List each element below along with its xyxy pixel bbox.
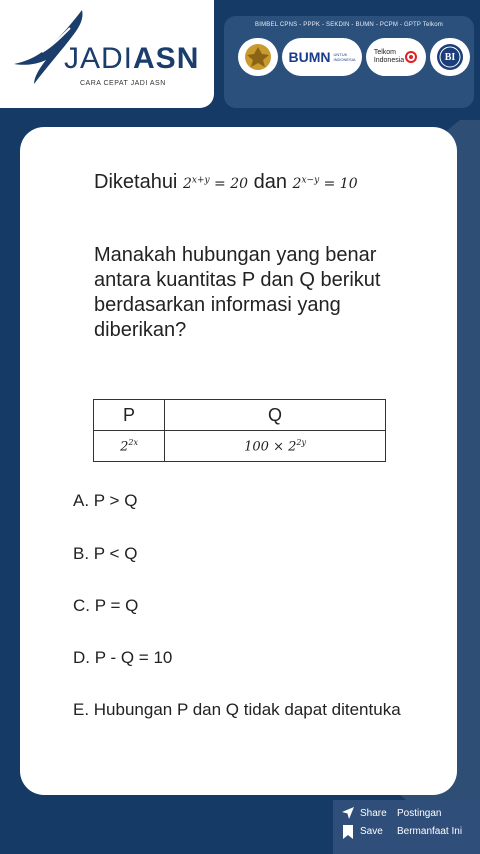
option-e[interactable]: E. Hubungan P dan Q tidak dapat ditentuka [73, 700, 401, 719]
partner-bar-title: BIMBEL CPNS - PPPK - SEKDIN - BUMN - PCPM - GPTP Telkom [255, 22, 443, 28]
option-a[interactable]: A. P > Q [73, 491, 138, 510]
share-arrow-icon[interactable] [341, 806, 355, 820]
given-conjunction: dan [253, 171, 287, 193]
garuda-emblem-icon [238, 38, 278, 76]
partner-bar [224, 16, 474, 108]
telkom-logo-line2: Indonesia [373, 57, 405, 64]
given-statement [94, 171, 358, 194]
quantity-table [93, 399, 386, 462]
option-c[interactable]: C. P = Q [73, 596, 139, 615]
telkom-logo-line1: Telkom [373, 49, 396, 56]
share-save-footer [333, 800, 480, 854]
table-cell-p: $2^{2x}$ [94, 431, 165, 462]
bank-indonesia-logo-text: BI [444, 51, 456, 63]
given-prefix: Diketahui [94, 171, 178, 193]
bookmark-icon[interactable] [342, 824, 354, 840]
bumn-logo-subtext: UNTUK INDONESIA [333, 52, 356, 62]
bumn-logo [282, 38, 362, 76]
brand-wordmark: JADIASN [64, 42, 200, 75]
table-header-q: Q [165, 400, 386, 431]
question-card [20, 127, 457, 795]
table-header-p: P [94, 400, 165, 431]
question-prompt: Manakah hubungan yang benar antara kuantitas P dan Q berikut berdasarkan informasi yang diberikan? [94, 244, 381, 341]
telkom-logo [366, 38, 426, 76]
given-equation-2: $2^{x-y} = 10$ [292, 175, 358, 192]
given-equation-1: $2^{x+y} = 20$ [182, 175, 249, 192]
brand-tagline: CARA CEPAT JADI ASN [80, 80, 166, 87]
bumn-logo-text: BUMN [288, 49, 331, 65]
footer-caption-line2: Bermanfaat Ini [397, 826, 463, 837]
footer-caption-line1: Postingan [397, 808, 442, 819]
brand-logo-panel [0, 0, 214, 108]
bank-indonesia-logo [430, 38, 470, 76]
save-button[interactable]: Save [360, 826, 383, 837]
share-button[interactable]: Share [360, 808, 387, 819]
table-cell-q: $100 \times 2^{2y}$ [165, 431, 386, 462]
option-b[interactable]: B. P < Q [73, 544, 138, 563]
telkom-symbol-icon [404, 50, 418, 64]
option-d[interactable]: D. P - Q = 10 [73, 648, 173, 667]
